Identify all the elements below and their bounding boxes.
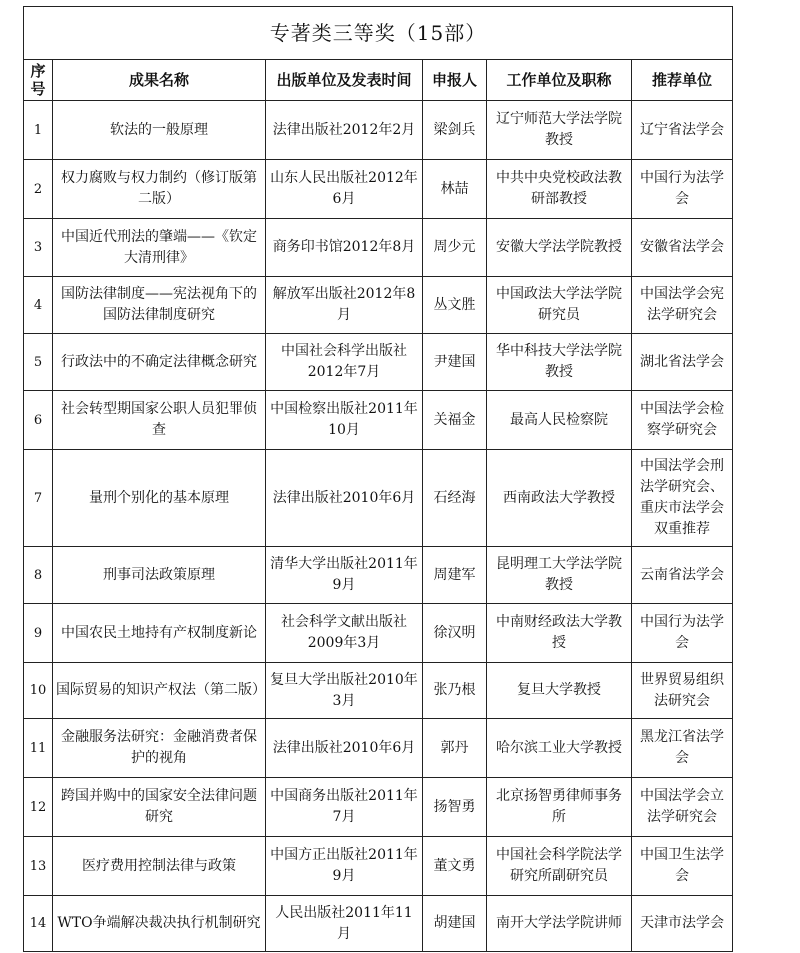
cell-workplace: 复旦大学教授 xyxy=(487,663,632,719)
cell-name: 量刑个别化的基本原理 xyxy=(53,450,266,547)
cell-name: 国防法律制度——宪法视角下的国防法律制度研究 xyxy=(53,277,266,334)
cell-applicant: 胡建国 xyxy=(423,896,487,952)
cell-name: 行政法中的不确定法律概念研究 xyxy=(53,334,266,391)
cell-applicant: 周建军 xyxy=(423,547,487,604)
cell-publisher: 法律出版社2010年6月 xyxy=(266,450,423,547)
cell-index: 1 xyxy=(24,101,53,160)
cell-recommender: 世界贸易组织法研究会 xyxy=(632,663,733,719)
cell-recommender: 安徽省法学会 xyxy=(632,219,733,277)
header-recommender: 推荐单位 xyxy=(632,60,733,101)
table-row xyxy=(24,334,733,391)
award-sheet xyxy=(23,6,725,952)
cell-applicant: 郭丹 xyxy=(423,719,487,778)
cell-index: 12 xyxy=(24,778,53,837)
table-title: 专著类三等奖（15部） xyxy=(24,7,733,60)
table-row xyxy=(24,837,733,896)
table-row xyxy=(24,896,733,952)
cell-publisher: 法律出版社2012年2月 xyxy=(266,101,423,160)
cell-recommender: 天津市法学会 xyxy=(632,896,733,952)
header-name: 成果名称 xyxy=(53,60,266,101)
cell-publisher: 商务印书馆2012年8月 xyxy=(266,219,423,277)
cell-index: 2 xyxy=(24,160,53,219)
cell-recommender: 湖北省法学会 xyxy=(632,334,733,391)
cell-workplace: 南开大学法学院讲师 xyxy=(487,896,632,952)
cell-recommender: 中国法学会刑法学研究会、重庆市法学会双重推荐 xyxy=(632,450,733,547)
cell-recommender: 黑龙江省法学会 xyxy=(632,719,733,778)
award-table xyxy=(23,6,733,952)
cell-workplace: 中国政法大学法学院研究员 xyxy=(487,277,632,334)
cell-index: 10 xyxy=(24,663,53,719)
cell-index: 14 xyxy=(24,896,53,952)
cell-applicant: 周少元 xyxy=(423,219,487,277)
cell-publisher: 山东人民出版社2012年6月 xyxy=(266,160,423,219)
table-row xyxy=(24,450,733,547)
cell-recommender: 中国法学会宪法学研究会 xyxy=(632,277,733,334)
cell-name: 权力腐败与权力制约（修订版第二版） xyxy=(53,160,266,219)
cell-applicant: 扬智勇 xyxy=(423,778,487,837)
cell-workplace: 西南政法大学教授 xyxy=(487,450,632,547)
cell-recommender: 中国卫生法学会 xyxy=(632,837,733,896)
cell-workplace: 辽宁师范大学法学院教授 xyxy=(487,101,632,160)
cell-recommender: 中国行为法学会 xyxy=(632,160,733,219)
cell-name: 医疗费用控制法律与政策 xyxy=(53,837,266,896)
cell-index: 9 xyxy=(24,604,53,663)
cell-publisher: 复旦大学出版社2010年3月 xyxy=(266,663,423,719)
cell-applicant: 林喆 xyxy=(423,160,487,219)
cell-index: 6 xyxy=(24,391,53,450)
cell-publisher: 中国方正出版社2011年9月 xyxy=(266,837,423,896)
cell-workplace: 安徽大学法学院教授 xyxy=(487,219,632,277)
cell-workplace: 华中科技大学法学院教授 xyxy=(487,334,632,391)
cell-recommender: 中国法学会立法学研究会 xyxy=(632,778,733,837)
cell-index: 7 xyxy=(24,450,53,547)
header-publisher: 出版单位及发表时间 xyxy=(266,60,423,101)
cell-workplace: 北京扬智勇律师事务所 xyxy=(487,778,632,837)
cell-index: 11 xyxy=(24,719,53,778)
cell-index: 13 xyxy=(24,837,53,896)
cell-recommender: 云南省法学会 xyxy=(632,547,733,604)
table-row xyxy=(24,547,733,604)
cell-applicant: 董文勇 xyxy=(423,837,487,896)
cell-index: 5 xyxy=(24,334,53,391)
table-row xyxy=(24,277,733,334)
table-row xyxy=(24,219,733,277)
table-row xyxy=(24,663,733,719)
cell-recommender: 辽宁省法学会 xyxy=(632,101,733,160)
cell-workplace: 昆明理工大学法学院教授 xyxy=(487,547,632,604)
cell-recommender: 中国法学会检察学研究会 xyxy=(632,391,733,450)
cell-workplace: 中南财经政法大学教授 xyxy=(487,604,632,663)
cell-workplace: 中共中央党校政法教研部教授 xyxy=(487,160,632,219)
cell-publisher: 清华大学出版社2011年9月 xyxy=(266,547,423,604)
cell-index: 3 xyxy=(24,219,53,277)
cell-publisher: 法律出版社2010年6月 xyxy=(266,719,423,778)
cell-applicant: 尹建国 xyxy=(423,334,487,391)
cell-workplace: 中国社会科学院法学研究所副研究员 xyxy=(487,837,632,896)
cell-applicant: 张乃根 xyxy=(423,663,487,719)
cell-name: 中国近代刑法的肇端——《钦定大清刑律》 xyxy=(53,219,266,277)
cell-name: 刑事司法政策原理 xyxy=(53,547,266,604)
table-row xyxy=(24,604,733,663)
cell-workplace: 哈尔滨工业大学教授 xyxy=(487,719,632,778)
cell-name: 软法的一般原理 xyxy=(53,101,266,160)
cell-publisher: 解放军出版社2012年8月 xyxy=(266,277,423,334)
cell-name: 跨国并购中的国家安全法律问题研究 xyxy=(53,778,266,837)
header-index: 序号 xyxy=(24,60,53,101)
cell-index: 4 xyxy=(24,277,53,334)
table-row xyxy=(24,101,733,160)
cell-publisher: 中国商务出版社2011年7月 xyxy=(266,778,423,837)
cell-publisher: 中国检察出版社2011年10月 xyxy=(266,391,423,450)
table-row xyxy=(24,160,733,219)
table-row xyxy=(24,778,733,837)
cell-applicant: 梁剑兵 xyxy=(423,101,487,160)
cell-name: 社会转型期国家公职人员犯罪侦查 xyxy=(53,391,266,450)
header-row xyxy=(24,60,733,101)
cell-publisher: 中国社会科学出版社2012年7月 xyxy=(266,334,423,391)
cell-applicant: 关福金 xyxy=(423,391,487,450)
header-workplace: 工作单位及职称 xyxy=(487,60,632,101)
cell-recommender: 中国行为法学会 xyxy=(632,604,733,663)
cell-applicant: 石经海 xyxy=(423,450,487,547)
cell-index: 8 xyxy=(24,547,53,604)
cell-applicant: 丛文胜 xyxy=(423,277,487,334)
cell-name: 国际贸易的知识产权法（第二版） xyxy=(53,663,266,719)
table-row xyxy=(24,391,733,450)
table-row xyxy=(24,719,733,778)
cell-applicant: 徐汉明 xyxy=(423,604,487,663)
cell-name: 金融服务法研究：金融消费者保护的视角 xyxy=(53,719,266,778)
cell-workplace: 最高人民检察院 xyxy=(487,391,632,450)
cell-name: 中国农民土地持有产权制度新论 xyxy=(53,604,266,663)
header-applicant: 申报人 xyxy=(423,60,487,101)
title-row xyxy=(24,7,733,60)
cell-name: WTO争端解决裁决执行机制研究 xyxy=(53,896,266,952)
cell-publisher: 人民出版社2011年11月 xyxy=(266,896,423,952)
cell-publisher: 社会科学文献出版社2009年3月 xyxy=(266,604,423,663)
